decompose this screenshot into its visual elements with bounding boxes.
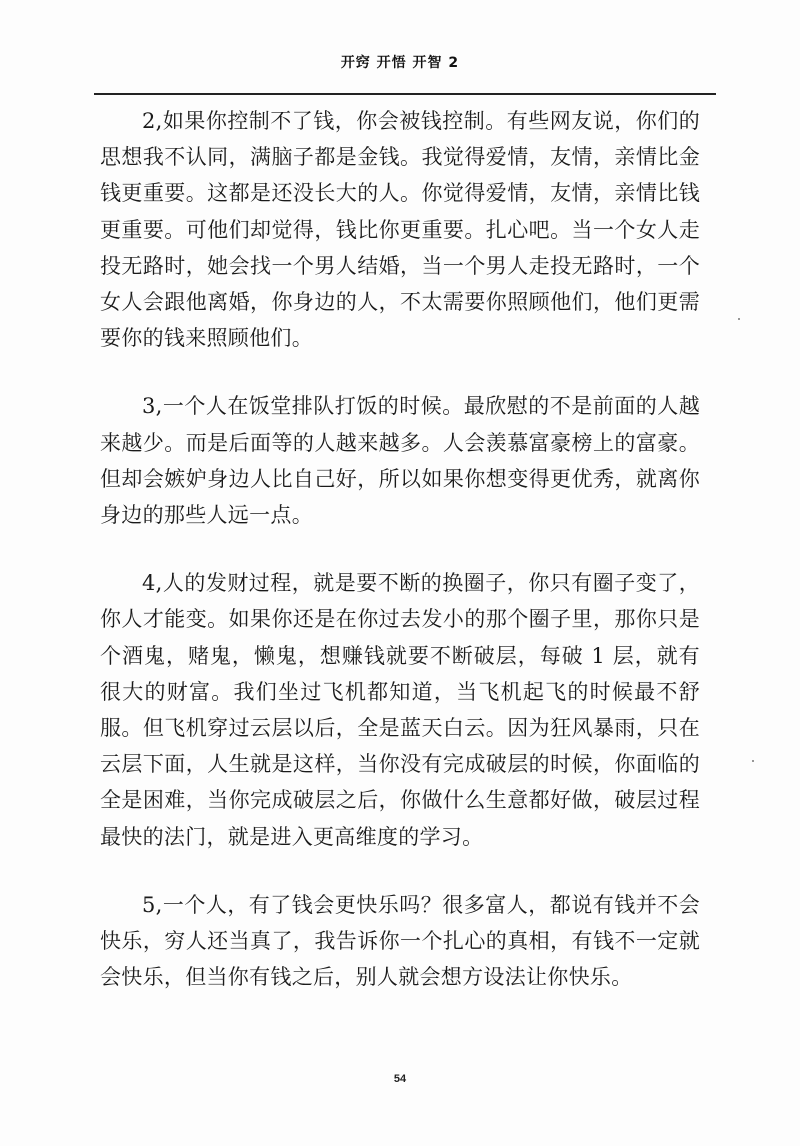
body-text [100,103,700,1027]
paragraph-2: 2,如果你控制不了钱，你会被钱控制。有些网友说，你们的思想我不认同，满脑子都是金钱。我觉得爱情，友情，亲情比金钱更重要。这都是还没长大的人。你觉得爱情，友情，亲情比钱更重要。可他们却觉得，钱比你更重要。扎心吧。当一个女人走投无路时，她会找一个男人结婚，当一个男人走投无路时，一个女人会跟他离婚，你身边的人，不太需要你照顾他们，他们更需要你的钱来照顾他们。 [100,109,700,351]
paragraph-3: 3,一个人在饭堂排队打饭的时候。最欣慰的不是前面的人越来越少。而是后面等的人越来越多。人会羡慕富豪榜上的富豪。但却会嫉妒身边人比自己好，所以如果你想变得更优秀，就离你身边的那些人远一点。 [100,394,700,528]
paragraph-5: 5,一个人，有了钱会更快乐吗？很多富人，都说有钱并不会快乐，穷人还当真了，我告诉你一个扎心的真相，有钱不一定就会快乐，但当你有钱之后，别人就会想方设法让你快乐。 [100,892,700,990]
paragraph-4: 4,人的发财过程，就是要不断的换圈子，你只有圈子变了，你人才能变。如果你还是在你过去发小的那个圈子里，那你只是个酒鬼，赌鬼，懒鬼，想赚钱就要不断破层，每破 1 层，就有很大的财富。我们坐过飞机都知道，当飞机起飞的时候最不舒服。但飞机穿过云层以后，全是蓝天白云。因为狂风暴雨，只在云层下面，人生就是这样，当你没有完成破层的时候，你面临的全是困难，当你完成破层之后，你做什么生意都好做，破层过程最快的法门，就是进入更高维度的学习。 [100,571,700,849]
scan-speck [752,760,754,762]
header-rule [94,93,716,95]
scan-speck [738,318,740,320]
page-number: 54 [393,1073,407,1085]
running-header: 开窍 开悟 开智 2 [340,55,460,71]
